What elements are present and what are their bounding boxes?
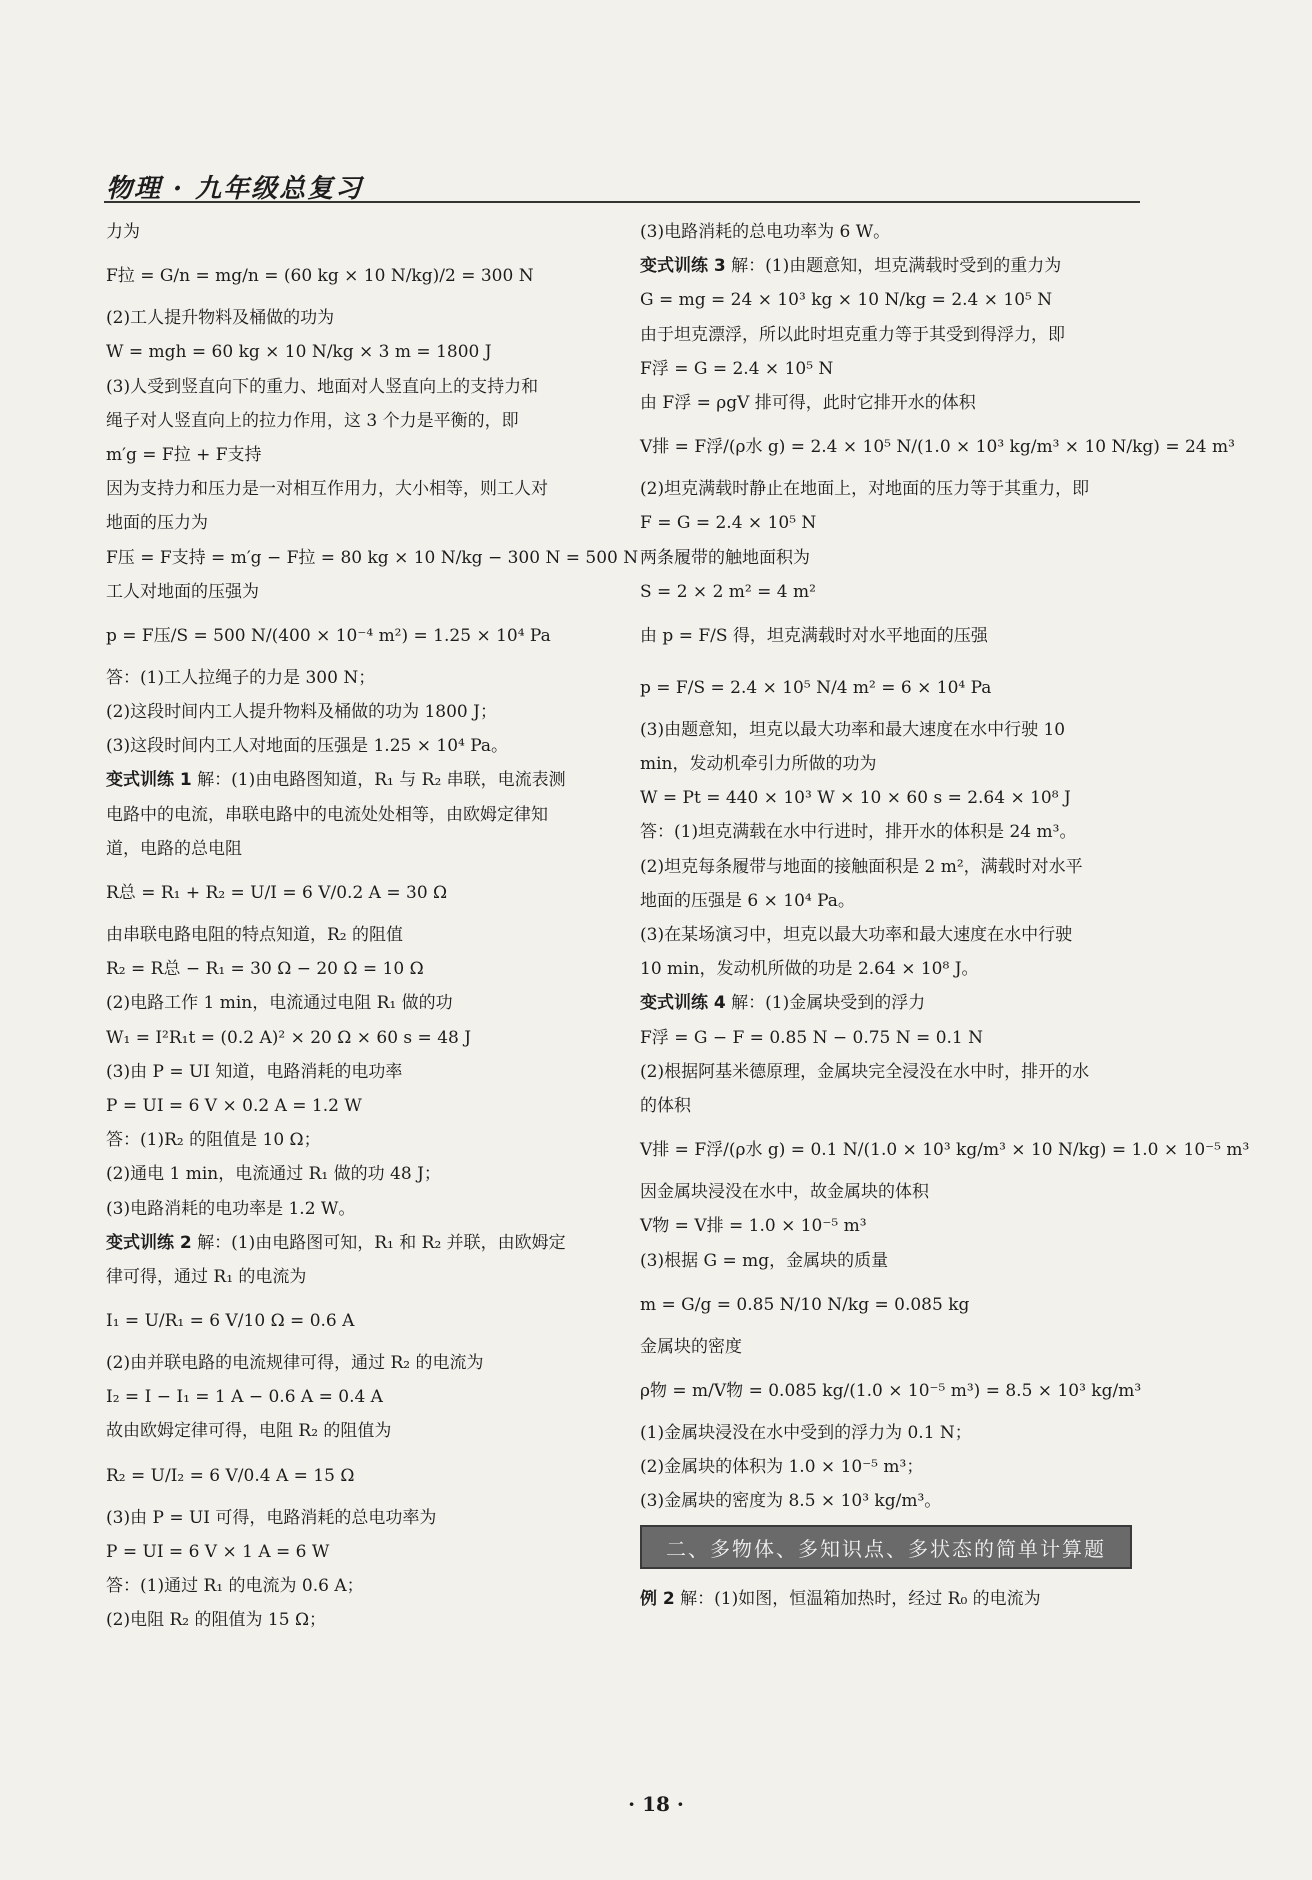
text-line (640, 323, 1160, 347)
line-text: 金属块的密度 (640, 1336, 742, 1357)
line-text: I₁ = U/R₁ = 6 V/10 Ω = 0.6 A (106, 1311, 355, 1332)
line-text: (2)坦克满载时静止在地面上，对地面的压力等于其重力，即 (640, 479, 1090, 500)
line-text: ρ物 = m/V物 = 0.085 kg/(1.0 × 10⁻⁵ m³) = 8.5 × 10³ kg/m³ (640, 1380, 1142, 1401)
line-text: (2)由并联电路的电流规律可得，通过 R₂ 的电流为 (106, 1353, 484, 1374)
text-line (640, 1369, 1160, 1413)
text-line (106, 580, 626, 604)
text-line (106, 1094, 626, 1118)
left-column (106, 220, 639, 1642)
exercise-label: 变式训练 1 (106, 770, 192, 791)
text-line (640, 1489, 1160, 1513)
line-text: 10 min，发动机所做的功是 2.64 × 10⁸ J。 (640, 959, 979, 980)
text-line (640, 889, 1160, 913)
text-line (640, 546, 1160, 570)
text-line (106, 666, 626, 690)
text-line (106, 546, 639, 570)
text-line (106, 1026, 626, 1050)
text-line (640, 1421, 1160, 1445)
text-line (106, 734, 626, 758)
exercise-label: 变式训练 3 (640, 256, 726, 277)
text-line (106, 991, 626, 1015)
line-text: p = F/S = 2.4 × 10⁵ N/4 m² = 6 × 10⁴ Pa (640, 677, 992, 698)
line-text: 答：(1)R₂ 的阻值是 10 Ω； (106, 1130, 321, 1151)
text-line (106, 700, 626, 724)
text-line (106, 306, 626, 330)
text-line (106, 1162, 626, 1186)
text-line (640, 855, 1160, 879)
line-text: P = UI = 6 V × 1 A = 6 W (106, 1541, 330, 1562)
line-text: 道，电路的总电阻 (106, 838, 242, 859)
text-line (640, 477, 1160, 501)
text-line (106, 614, 626, 658)
line-text: (3)这段时间内工人对地面的压强是 1.25 × 10⁴ Pa。 (106, 736, 509, 757)
line-text: (2)金属块的体积为 1.0 × 10⁻⁵ m³； (640, 1457, 924, 1478)
line-text: W = Pt = 440 × 10³ W × 10 × 60 s = 2.64 × 10⁸ J (640, 788, 1071, 809)
text-line (106, 957, 626, 981)
example-label: 例 2 (640, 1589, 675, 1610)
line-text: (3)由题意知，坦克以最大功率和最大速度在水中行驶 10 (640, 719, 1066, 740)
line-text: 答：(1)通过 R₁ 的电流为 0.6 A； (106, 1576, 364, 1596)
text-line (640, 1283, 1160, 1327)
text-line (106, 477, 626, 501)
line-text: G = mg = 24 × 10³ kg × 10 N/kg = 2.4 × 10⁵ N (640, 290, 1053, 311)
text-line (106, 409, 626, 433)
text-line (106, 1060, 626, 1084)
text-line (106, 220, 626, 244)
line-text: F浮 = G = 2.4 × 10⁵ N (640, 358, 834, 379)
text-line (106, 837, 626, 861)
line-text: F = G = 2.4 × 10⁵ N (640, 513, 817, 534)
line-text: 因金属块浸没在水中，故金属块的体积 (640, 1182, 929, 1203)
line-text: I₂ = I − I₁ = 1 A − 0.6 A = 0.4 A (106, 1387, 383, 1408)
line-text: (2)通电 1 min，电流通过 R₁ 做的功 48 J； (106, 1164, 441, 1185)
line-text: (3)由 P = UI 知道，电路消耗的电功率 (106, 1061, 403, 1082)
line-text: 解：(1)金属块受到的浮力 (731, 993, 926, 1014)
text-line (640, 1094, 1160, 1118)
section-banner: 二、多物体、多知识点、多状态的简单计算题 (640, 1525, 1132, 1569)
text-line (106, 375, 626, 399)
line-text: 解：(1)由电路图可知，R₁ 和 R₂ 并联，由欧姆定 (197, 1232, 566, 1253)
line-text: R₂ = U/I₂ = 6 V/0.4 A = 15 Ω (106, 1465, 355, 1486)
line-text: (3)根据 G = mg，金属块的质量 (640, 1250, 889, 1271)
text-line (106, 803, 626, 827)
text-line (106, 1540, 626, 1564)
text-line (106, 768, 626, 792)
text-line (640, 425, 1235, 469)
line-text: (2)电阻 R₂ 的阻值为 15 Ω； (106, 1610, 327, 1631)
text-line (640, 786, 1160, 810)
example-line (640, 1587, 1160, 1611)
line-text: (2)工人提升物料及桶做的功为 (106, 308, 335, 329)
text-line (640, 991, 1160, 1015)
line-text: F拉 = G/n = mg/n = (60 kg × 10 N/kg)/2 = 300 N (106, 266, 534, 287)
line-text: P = UI = 6 V × 0.2 A = 1.2 W (106, 1095, 362, 1116)
line-text: (2)根据阿基米德原理，金属块完全浸没在水中时，排开的水 (640, 1061, 1090, 1082)
line-text: 地面的压强是 6 × 10⁴ Pa。 (640, 890, 855, 911)
line-text: 故由欧姆定律可得，电阻 R₂ 的阻值为 (106, 1421, 392, 1442)
line-text: 由于坦克漂浮，所以此时坦克重力等于其受到得浮力，即 (640, 324, 1065, 345)
text-line (640, 820, 1160, 844)
line-text: (3)金属块的密度为 8.5 × 10³ kg/m³。 (640, 1491, 942, 1512)
text-line (106, 1265, 626, 1289)
text-line (106, 1574, 626, 1598)
text-line (640, 1214, 1160, 1238)
line-text: V排 = F浮/(ρ水 g) = 0.1 N/(1.0 × 10³ kg/m³ × 10 N/kg) = 1.0 × 10⁻⁵ m³ (640, 1140, 1250, 1161)
text-line (640, 391, 1160, 415)
text-line (106, 1299, 626, 1343)
text-line (640, 580, 1160, 604)
text-line (640, 614, 1160, 658)
line-text: min，发动机牵引力所做的功为 (640, 754, 877, 775)
line-text: 由 p = F/S 得，坦克满载时对水平地面的压强 (640, 625, 988, 646)
text-line (106, 1506, 626, 1530)
text-line (640, 357, 1160, 381)
text-line (640, 752, 1160, 776)
text-line (640, 1335, 1160, 1359)
line-text: 答：(1)坦克满载在水中行进时，排开水的体积是 24 m³。 (640, 822, 1077, 843)
text-line (106, 511, 626, 535)
line-text: (3)在某场演习中，坦克以最大功率和最大速度在水中行驶 (640, 925, 1073, 945)
line-text: p = F压/S = 500 N/(400 × 10⁻⁴ m²) = 1.25 × 10⁴ Pa (106, 625, 551, 646)
text-line (640, 1128, 1250, 1172)
text-line (640, 1180, 1160, 1204)
text-line (106, 1197, 626, 1221)
text-line (106, 1128, 626, 1152)
line-text: S = 2 × 2 m² = 4 m² (640, 581, 816, 602)
line-text: 由 F浮 = ρgV 排可得，此时它排开水的体积 (640, 392, 976, 413)
line-text: F浮 = G − F = 0.85 N − 0.75 N = 0.1 N (640, 1027, 984, 1048)
text-line (106, 1231, 626, 1255)
line-text: R₂ = R总 − R₁ = 30 Ω − 20 Ω = 10 Ω (106, 959, 424, 980)
line-text: (3)电路消耗的电功率是 1.2 W。 (106, 1198, 356, 1219)
line-text: (3)由 P = UI 可得，电路消耗的总电功率为 (106, 1507, 437, 1528)
line-text: 解：(1)由题意知，坦克满载时受到的重力为 (731, 256, 1062, 277)
line-text: 答：(1)工人拉绳子的力是 300 N； (106, 667, 376, 688)
page-number: · 18 · (628, 1792, 684, 1816)
text-line (106, 1385, 626, 1409)
exercise-label: 变式训练 4 (640, 993, 726, 1014)
right-column (640, 220, 1250, 1621)
text-line (106, 871, 626, 915)
text-line (640, 1249, 1160, 1273)
line-text: 解：(1)由电路图知道，R₁ 与 R₂ 串联，电流表测 (197, 770, 566, 791)
text-line (640, 666, 1160, 710)
exercise-label: 变式训练 2 (106, 1232, 192, 1253)
line-text: 力为 (106, 222, 140, 242)
line-text: (3)电路消耗的总电功率为 6 W。 (640, 222, 891, 242)
line-text: 因为支持力和压力是一对相互作用力，大小相等，则工人对 (106, 479, 548, 500)
text-line (640, 1455, 1160, 1479)
line-text: W = mgh = 60 kg × 10 N/kg × 3 m = 1800 J (106, 342, 492, 363)
line-text: (2)坦克每条履带与地面的接触面积是 2 m²，满载时对水平 (640, 856, 1083, 877)
text-line (640, 511, 1160, 535)
text-line (640, 923, 1160, 947)
text-line (640, 1060, 1160, 1084)
line-text: m = G/g = 0.85 N/10 N/kg = 0.085 kg (640, 1294, 970, 1315)
text-line (640, 957, 1160, 981)
line-text: (2)这段时间内工人提升物料及桶做的功为 1800 J； (106, 702, 497, 723)
line-text: 的体积 (640, 1095, 691, 1116)
line-text: V物 = V排 = 1.0 × 10⁻⁵ m³ (640, 1216, 867, 1237)
text-line (106, 340, 626, 364)
line-text: (3)人受到竖直向下的重力、地面对人竖直向上的支持力和 (106, 376, 539, 397)
line-text: (2)电路工作 1 min，电流通过电阻 R₁ 做的功 (106, 993, 453, 1014)
header-title: 物理 · 九年级总复习 (106, 174, 364, 204)
text-line (106, 1419, 626, 1443)
text-line (106, 1608, 626, 1632)
text-line (106, 443, 626, 467)
line-text: 绳子对人竖直向上的拉力作用，这 3 个力是平衡的，即 (106, 410, 519, 431)
line-text: 地面的压力为 (106, 513, 208, 534)
text-line (106, 1454, 626, 1498)
line-text: 电路中的电流，串联电路中的电流处处相等，由欧姆定律知 (106, 804, 548, 825)
text-line (640, 288, 1160, 312)
text-line (106, 923, 626, 947)
text-line (106, 254, 626, 298)
line-text: 两条履带的触地面积为 (640, 547, 810, 568)
line-text: (1)金属块浸没在水中受到的浮力为 0.1 N； (640, 1422, 972, 1443)
text-line (640, 220, 1160, 244)
line-text: F压 = F支持 = m′g − F拉 = 80 kg × 10 N/kg − 300 N = 500 N (106, 547, 639, 568)
line-text: V排 = F浮/(ρ水 g) = 2.4 × 10⁵ N/(1.0 × 10³ kg/m³ × 10 N/kg) = 24 m³ (640, 437, 1235, 458)
line-text: R总 = R₁ + R₂ = U/I = 6 V/0.2 A = 30 Ω (106, 883, 448, 903)
line-text: m′g = F拉 + F支持 (106, 444, 262, 465)
line-text: 律可得，通过 R₁ 的电流为 (106, 1266, 307, 1287)
header-rule (104, 201, 1140, 203)
line-text: 工人对地面的压强为 (106, 581, 259, 602)
line-text: W₁ = I²R₁t = (0.2 A)² × 20 Ω × 60 s = 48 J (106, 1027, 472, 1048)
right-column-lines (640, 220, 1250, 1513)
text-line (640, 254, 1160, 278)
line-text: 由串联电路电阻的特点知道，R₂ 的阻值 (106, 925, 404, 945)
text-line (640, 718, 1160, 742)
text-line (640, 1026, 1160, 1050)
text-line (106, 1351, 626, 1375)
example-text: 解：(1)如图，恒温箱加热时，经过 R₀ 的电流为 (680, 1589, 1041, 1610)
